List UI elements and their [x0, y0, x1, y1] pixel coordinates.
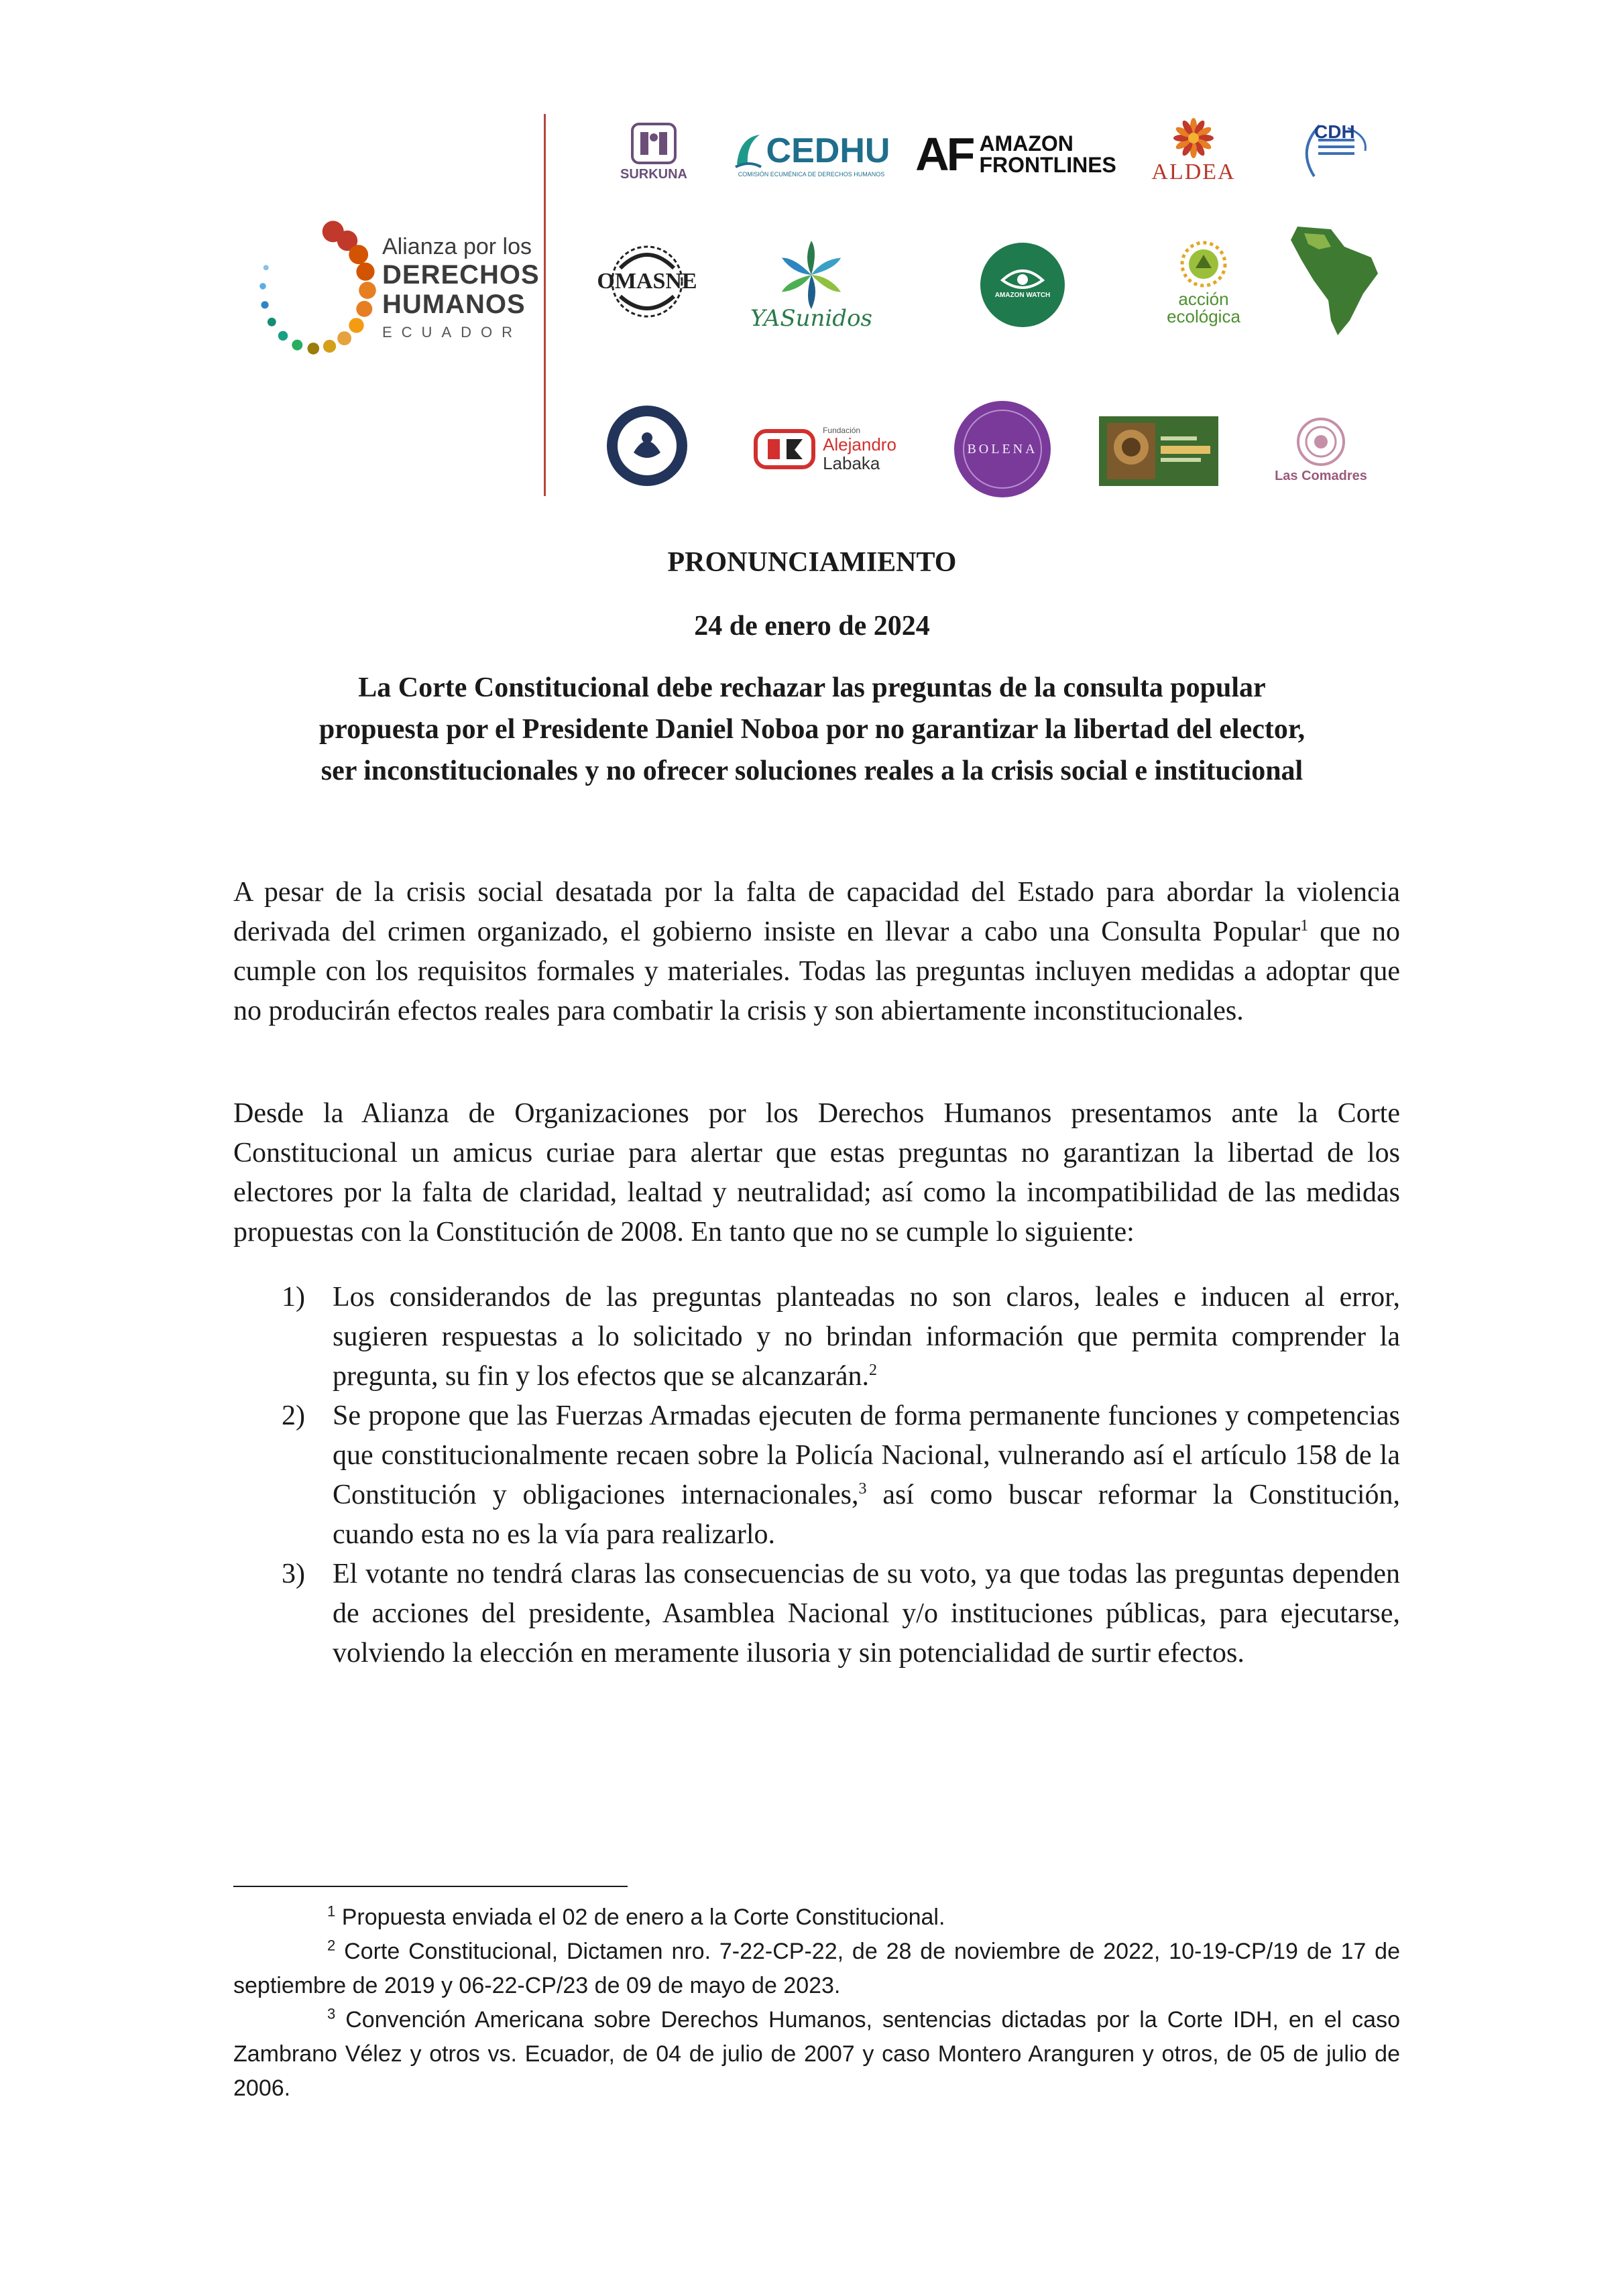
ddhh-seal-logo: [600, 399, 694, 493]
footnote-ref-1[interactable]: 1: [1300, 917, 1309, 934]
anthropology-logo: [1098, 416, 1219, 487]
cedhu-logo: [731, 117, 892, 191]
document-date: 24 de enero de 2024: [694, 611, 930, 642]
footnote-ref-2[interactable]: 2: [869, 1362, 878, 1379]
omasne-logo: [590, 235, 704, 328]
list-item-number: 1): [282, 1282, 305, 1313]
footnote-text: Convención Americana sobre Derechos Humanos, sentencias dictadas por la Corte IDH, en el caso Zambrano Vélez y otros vs. Ecuador, de 04 de julio de 2007 y caso Montero Aranguren y otros, de 05 de julio de 2006.: [233, 2007, 1400, 2101]
alianza-dot: [356, 263, 374, 281]
surkuna-emblem-icon: [627, 120, 681, 167]
list-item-number: 2): [282, 1400, 305, 1431]
footnote-1: [233, 1900, 1400, 1935]
list-item: [233, 1396, 1400, 1555]
list-item: [233, 1278, 1400, 1396]
labaka-mark-icon: [753, 427, 816, 471]
yasunidos-label: YASunidos: [750, 305, 872, 332]
yasunidos-logo: [748, 228, 875, 342]
af-line2: FRONTLINES: [979, 153, 1116, 177]
anthropology-banner-icon: [1099, 416, 1218, 486]
amazon-watch-eye-icon: [979, 241, 1066, 328]
amazon-watch-logo: [976, 238, 1069, 332]
footnote-3: [233, 2003, 1400, 2106]
accion-ecologica-logo: [1160, 225, 1247, 339]
af-line1: AMAZON: [979, 131, 1074, 156]
footnote-text: Corte Constitucional, Dictamen nro. 7-22-CP-22, de 28 de noviembre de 2022, 10-19-CP/19 de 17 de septiembre de 2019 y 06-22-CP/23 de 09 de mayo de 2023.: [233, 1939, 1400, 1998]
list-item-text-cont: así como buscar reformar la Constitución, cuando esta no es la vía para realizarlo.: [333, 1479, 1401, 1550]
list-item-text: Se propone que las Fuerzas Armadas ejecuten de forma permanente funciones y competencias que constitucionalmente recaen sobre la Policía Nacional, vulnerando así el artículo 158 de la Constitución y obligaciones internacionales,: [333, 1400, 1400, 1510]
af-wordmark: [979, 133, 1116, 176]
document-heading: PRONUNCIAMIENTO: [667, 547, 957, 578]
alianza-dot: [349, 318, 363, 333]
subtitle-line-2: propuesta por el Presidente Daniel Noboa por no garantizar la libertad del elector,: [318, 714, 1306, 745]
footnote-2: [233, 1935, 1400, 2003]
aldea-logo: [1143, 107, 1244, 194]
footnote-number: 2: [327, 1937, 336, 1954]
labaka-line1: Fundación: [823, 426, 861, 435]
alianza-wordmark: [382, 233, 540, 346]
dot-circle-icon: [248, 215, 382, 362]
footnotes: [233, 1900, 1400, 2106]
footnote-text: Propuesta enviada el 02 de enero a la Corte Constitucional.: [335, 1905, 945, 1930]
accion-ecologica-sun-icon: [1177, 237, 1230, 291]
footnote-number: 3: [327, 2005, 336, 2022]
bolena-logo: [952, 399, 1053, 499]
document-subtitle: [221, 667, 1403, 792]
footnote-number: 1: [327, 1902, 336, 1920]
cedhu-swoosh-icon: [733, 131, 764, 171]
cdh-logo: [1294, 111, 1381, 188]
alianza-line3: HUMANOS: [382, 290, 526, 319]
seal-icon: [604, 403, 690, 489]
alianza-dot: [259, 283, 266, 290]
alianza-dot: [356, 301, 372, 317]
subtitle-line-3: ser inconstitucionales y no ofrecer soluciones reales a la crisis social e institucional: [321, 756, 1303, 786]
footnote-separator: [233, 1886, 628, 1887]
aldea-flower-icon: [1172, 117, 1215, 160]
las-comadres-label: Las Comadres: [1275, 468, 1367, 483]
paragraph-1-part-b: que no cumple con los requisitos formales y materiales. Todas las preguntas incluyen medidas a adoptar que no producirán efectos reales para combatir la crisis y son abiertamente inconstitucionales.: [233, 916, 1400, 1026]
footnote-ref-3[interactable]: 3: [858, 1480, 867, 1498]
amazon-watch-label: AMAZON WATCH: [994, 292, 1051, 299]
omasne-label: OMASNE: [597, 269, 697, 294]
alejandro-labaka-logo: [744, 416, 905, 483]
numbered-list: [233, 1278, 1400, 1673]
cedhu-row: [733, 131, 890, 171]
alianza-line1: Alianza por los: [382, 234, 532, 259]
labaka-line3: Labaka: [823, 453, 880, 473]
labaka-line2: Alejandro: [823, 434, 896, 455]
alianza-dot: [292, 340, 302, 351]
bolena-label: BOLENA: [967, 441, 1038, 457]
alianza-logo: [248, 215, 550, 362]
accion-ecologica-line2: ecológica: [1167, 306, 1240, 326]
paragraph-1-part-a: A pesar de la crisis social desatada por la falta de capacidad del Estado para abordar la violencia derivada del crimen organizado, el gobierno insiste en llevar a cabo una Consulta Popular: [233, 877, 1400, 947]
accion-ecologica-line1: acción: [1178, 289, 1229, 309]
yasunidos-blade: [808, 275, 815, 309]
alianza-dot: [349, 245, 368, 264]
las-comadres-logo: [1274, 406, 1368, 493]
cedhu-subtitle: COMISIÓN ECUMÉNICA DE DERECHOS HUMANOS: [738, 171, 885, 178]
alianza-dot: [337, 331, 351, 345]
list-item-number: 3): [282, 1559, 305, 1589]
cedhu-label: CEDHU: [766, 131, 890, 170]
alianza-dot: [308, 343, 320, 355]
alianza-line4: ECUADOR: [382, 324, 522, 341]
latin-america-map-icon: [1284, 220, 1385, 337]
surkuna-logo: [607, 111, 701, 191]
alianza-line2: DERECHOS: [382, 260, 540, 290]
aldea-label: ALDEA: [1151, 160, 1236, 184]
paragraph-2: Desde la Alianza de Organizaciones por los Derechos Humanos presentamos ante la Corte Constitucional un amicus curiae para alertar que estas preguntas no garantizan la libertad de los electores por la falta de claridad, lealtad y neutralidad; así como la incompatibilidad de las medidas propuestas con la Constitución de 2008. En tanto que no se cumple lo siguiente:: [233, 1098, 1400, 1248]
alianza-dot: [264, 265, 269, 270]
labaka-wordmark: [823, 426, 896, 473]
surkuna-label: SURKUNA: [620, 166, 687, 182]
alianza-dot: [268, 318, 276, 326]
list-item-text: Los considerandos de las preguntas planteadas no son claros, leales e inducen al error, sugieren respuestas a lo solicitado y no brindan información que permita comprender la pregunta, su fin y los efectos que se alcanzarán.: [333, 1282, 1400, 1392]
geografia-logo: [1281, 218, 1388, 339]
list-item: [233, 1555, 1400, 1673]
list-item-text: El votante no tendrá claras las consecuencias de su voto, ya que todas las preguntas dependen de acciones del presidente, Asamblea Nacional y/o instituciones públicas, para ejecutarse, volviendo la elección en meramente ilusoria y sin potencialidad de surtir efectos.: [333, 1559, 1400, 1669]
cdh-label: CDH: [1314, 121, 1355, 142]
paragraph-1: [233, 873, 1400, 1031]
alianza-dot: [323, 340, 336, 353]
alianza-dot: [359, 282, 376, 299]
alianza-dot: [278, 331, 288, 341]
af-mark: AF: [915, 128, 973, 180]
header-divider: [544, 114, 546, 496]
amazon-frontlines-logo: [915, 121, 1116, 188]
alianza-dot: [261, 301, 268, 308]
yasunidos-pinwheel-icon: [771, 238, 852, 312]
subtitle-line-1: La Corte Constitucional debe rechazar las preguntas de la consulta popular: [358, 672, 1266, 703]
yasunidos-blade: [807, 241, 815, 275]
logo-header: [248, 107, 1388, 509]
comadres-mandala-icon: [1294, 415, 1348, 469]
